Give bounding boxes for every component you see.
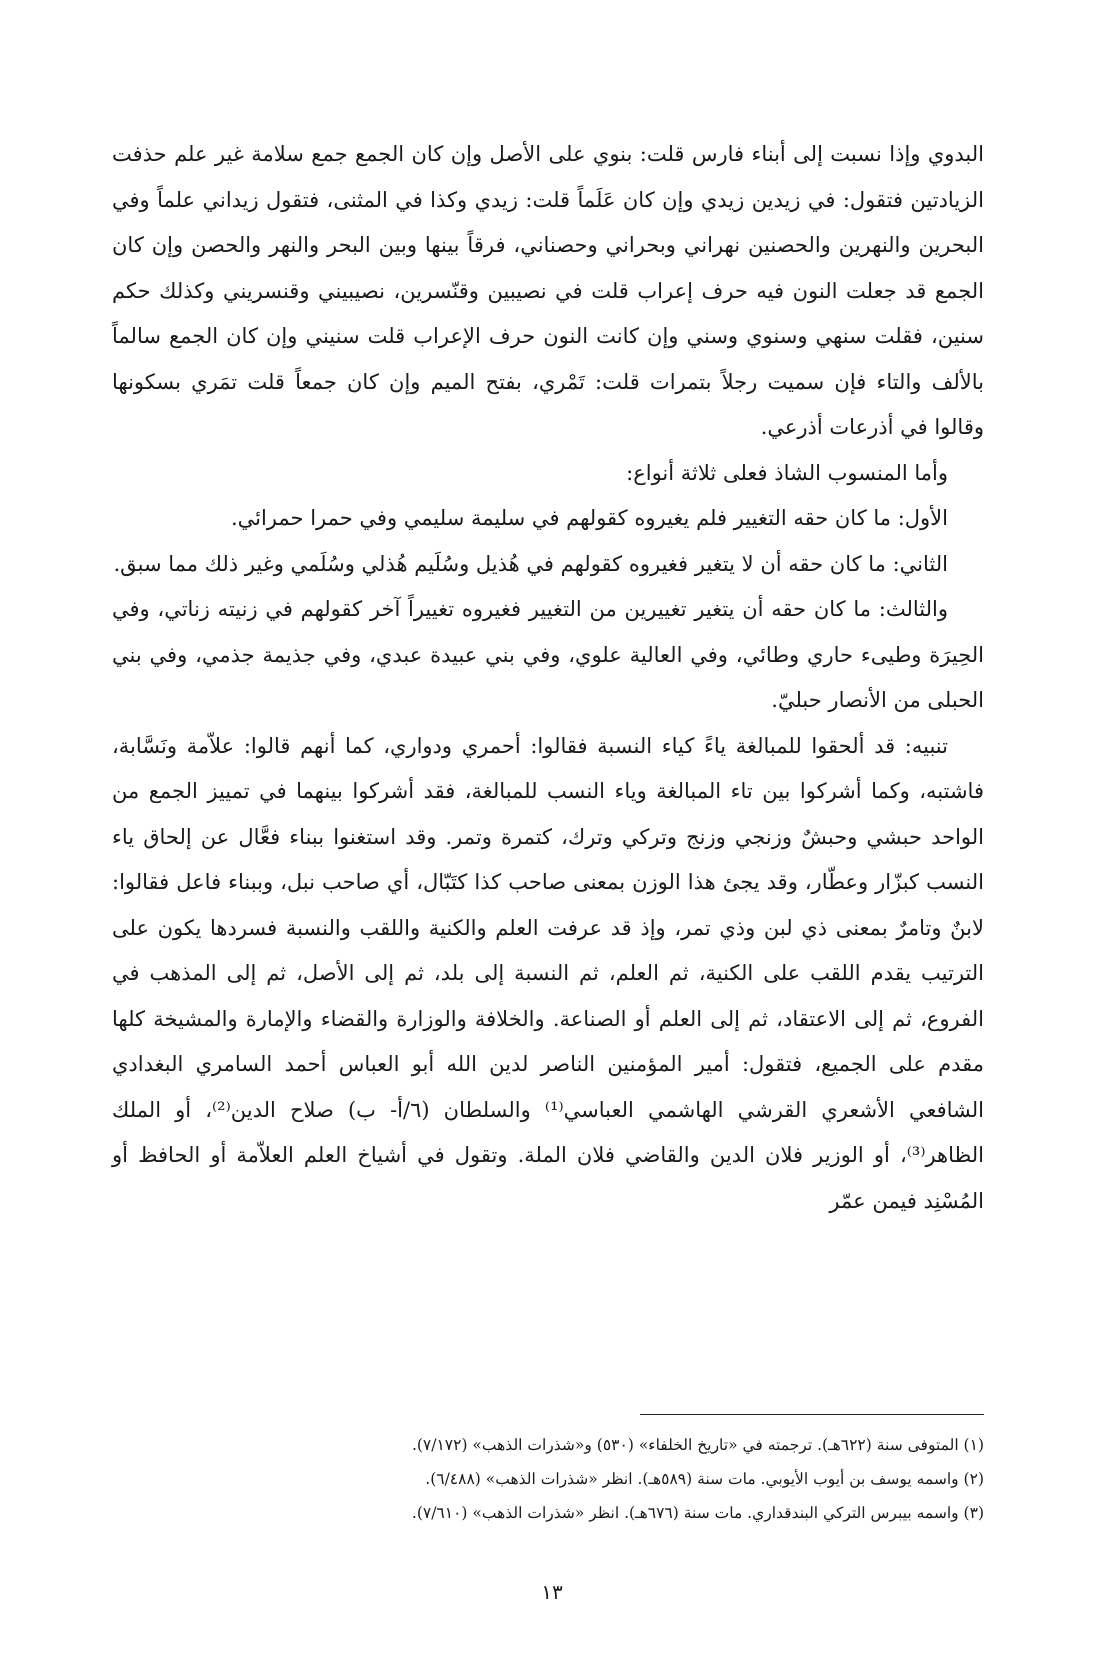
footnote-1: (١) المتوفى سنة (٦٢٢هـ). ترجمته في «تاريخ الخلفاء» (٥٣٠) و«شذرات الذهب» (٧/١٧٢). <box>411 1436 984 1454</box>
paragraph-continuation: البدوي وإذا نسبت إلى أبناء فارس قلت: بنوي على الأصل وإن كان الجمع جمع سلامة غير علم حذفت الزيادتين فتقول: في زيدين زيدي وإن كان عَلَماً قلت: زيدي وكذا في المثنى، فتقول زيداني علماً وفي البحرين والنهرين والحصنين نهراني وبحراني وحصناني، فرقاً بينها وبين البحر والنهر والحصن وإن كان الجمع قد جعلت النون فيه حرف إعراب قلت في نصيبين وقنّسرين، نصيبيني وقنسريني وكذلك حكم سنين، فقلت سنهي وسنوي وسني وإن كانت النون حرف الإعراب قلت سنيني وإن كان الجمع سالماً بالألف والتاء فإن سميت رجلاً بتمرات قلت: تَمْري، بفتح الميم وإن كان جمعاً قلت تمَري بسكونها وقالوا في أذرعات أذرعي. <box>112 142 984 439</box>
page-number: ١٣ <box>541 1580 563 1604</box>
footnote-3: (٣) واسمه بيبرس التركي البندقداري. مات سنة (٦٧٦هـ). انظر «شذرات الذهب» (٧/٦١٠). <box>411 1504 984 1522</box>
paragraph-first-type: الأول: ما كان حقه التغيير فلم يغيروه كقولهم في سليمة سليمي وفي حمرا حمرائي. <box>230 506 948 530</box>
paragraph-types-intro: وأما المنسوب الشاذ فعلى ثلاثة أنواع: <box>626 460 948 485</box>
paragraph-third-type: والثالث: ما كان حقه أن يتغير تغييرين من التغيير فغيروه تغييراً آخر كقولهم في زنيته زناتي، وفي الحِيرَة وطيىء حاري وطائي، وفي العالية علوي، وفي بني عبيدة عبدي، وفي جذيمة جذمي، وفي بني الحبلى من الأنصار حبليّ. <box>112 597 984 712</box>
paragraph-second-type: الثاني: ما كان حقه أن لا يتغير فغيروه كقولهم في هُذيل وسُلَيم هُذلي وسُلَمي وغير ذلك مما سبق. <box>113 551 948 576</box>
main-text <box>112 132 984 1224</box>
footnotes <box>112 1428 984 1530</box>
footnote-2: (٢) واسمه يوسف بن أيوب الأيوبي. مات سنة (٥٨٩هـ). انظر «شذرات الذهب» (٦/٤٨٨). <box>425 1470 984 1488</box>
footnote-separator <box>640 1414 984 1415</box>
paragraph-note: تنبيه: قد ألحقوا للمبالغة ياءً كياء النسبة فقالوا: أحمري ودواري، كما أنهم قالوا: علاّمة ونَسَّابة، فاشتبه، وكما أشركوا بين تاء المبالغة وياء النسب للمبالغة، فقد أشركوا بينهما في تمييز الجمع من الواحد حبشي وحبشٌ وزنجي وزنج وتركي وترك، كتمرة وتمر. وقد استغنوا ببناء فعَّال عن إلحاق ياء النسب كبزّار وعطّار، وقد يجئ هذا الوزن بمعنى صاحب كذا كتَبّال، أي صاحب نبل، وببناء فاعل فقالوا: لابنٌ وتامرٌ بمعنى ذي لبن وذي تمر، وإذ قد عرفت العلم والكنية واللقب والنسبة فسردها يكون على الترتيب يقدم اللقب على الكنية، ثم العلم، ثم النسبة إلى بلد، ثم إلى الأصل، ثم إلى المذهب في الفروع، ثم إلى الاعتقاد، ثم إلى العلم أو الصناعة. والخلافة والوزارة والقضاء والإمارة والمشيخة كلها مقدم على الجميع، فتقول: أمير المؤمنين الناصر لدين الله أبو العباس أحمد السامري البغدادي الشافعي الأشعري القرشي الهاشمي العباسي⁽¹⁾ والسلطان (٦/أ- ب) صلاح الدين⁽²⁾، أو الملك الظاهر⁽³⁾، أو الوزير فلان الدين والقاضي فلان الملة. وتقول في أشياخ العلم العلاّمة أو الحافظ أو المُسْنِد فيمن عمّر <box>112 733 985 1213</box>
